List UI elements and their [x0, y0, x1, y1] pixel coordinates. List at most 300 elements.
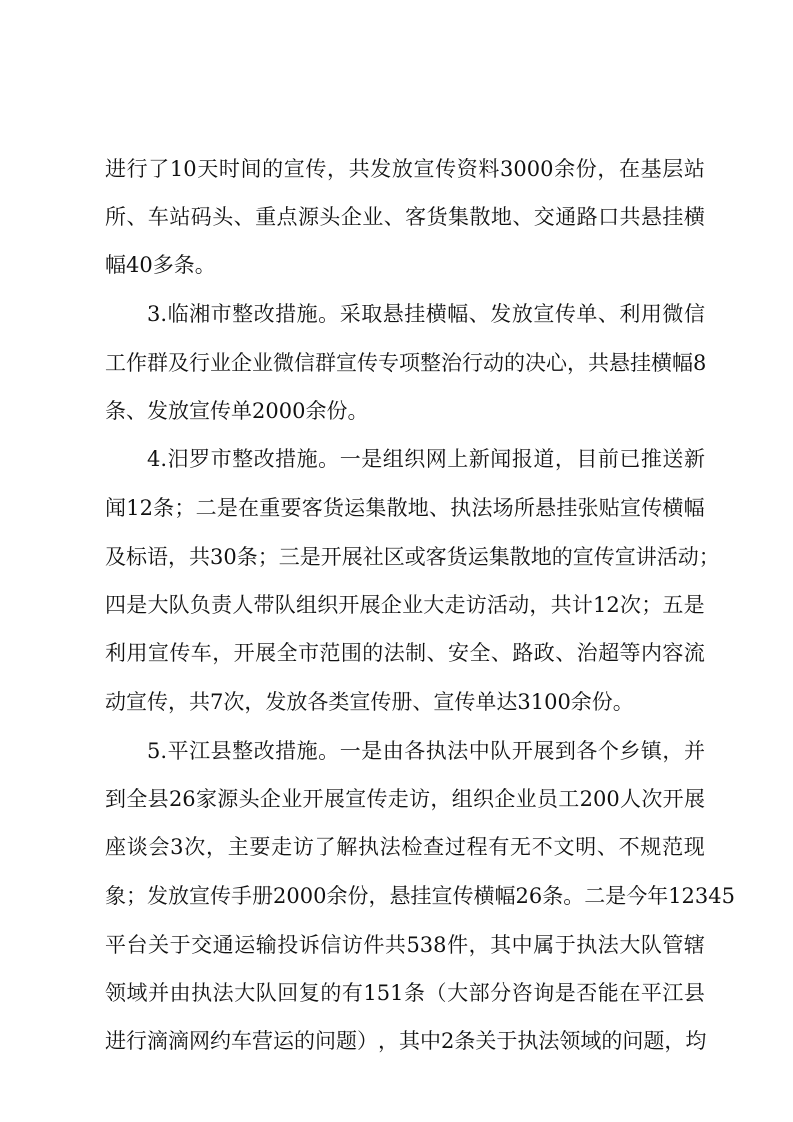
glyph: 措: [275, 302, 297, 326]
glyph: 语: [147, 545, 168, 569]
glyph: 由: [382, 739, 404, 763]
glyph: 料: [478, 157, 500, 181]
glyph: ，: [529, 593, 551, 617]
glyph: 信: [320, 933, 342, 957]
glyph: 到: [105, 787, 126, 811]
glyph: 施: [296, 447, 318, 471]
glyph: 份: [347, 884, 369, 908]
glyph: 执: [576, 933, 598, 957]
glyph: 湘: [189, 302, 211, 326]
glyph: ；: [698, 545, 720, 569]
glyph: 不: [531, 835, 553, 859]
glyph: 传: [593, 545, 615, 569]
glyph: 二: [195, 496, 217, 520]
glyph: 信: [683, 302, 705, 326]
glyph: 平: [105, 933, 126, 957]
glyph: 册: [252, 884, 273, 908]
glyph: 码: [190, 205, 212, 229]
glyph: 开: [302, 787, 324, 811]
glyph: 手: [231, 884, 252, 908]
glyph: 织: [473, 787, 495, 811]
glyph: 客: [301, 496, 323, 520]
glyph: 横: [425, 302, 447, 326]
glyph: 站: [169, 205, 191, 229]
glyph: 询: [533, 981, 555, 1005]
glyph: 展: [323, 787, 345, 811]
glyph: 集: [488, 545, 510, 569]
glyph: 横: [651, 351, 672, 375]
glyph: 了: [148, 157, 170, 181]
glyph: 等: [619, 641, 641, 665]
glyph: 平: [167, 739, 189, 763]
glyph: 、: [490, 641, 512, 665]
glyph: 组: [382, 447, 404, 471]
paragraph-heading-line: [147, 446, 705, 472]
glyph: 组: [295, 593, 317, 617]
glyph: 全: [469, 641, 491, 665]
glyph: 传: [554, 302, 576, 326]
glyph: 头: [212, 205, 234, 229]
text-line: [105, 932, 705, 958]
glyph: 一: [339, 739, 361, 763]
glyph: 横: [683, 205, 705, 229]
glyph: 各: [576, 739, 598, 763]
glyph: 中: [420, 1029, 441, 1053]
glyph: 传: [305, 157, 327, 181]
glyph: 新: [468, 447, 490, 471]
glyph: 会: [148, 835, 170, 859]
glyph: 3000: [499, 157, 554, 181]
glyph: 改: [253, 447, 275, 471]
glyph: 无: [510, 835, 532, 859]
glyph: 大: [619, 933, 641, 957]
glyph: 大: [234, 981, 256, 1005]
glyph: 宣: [431, 884, 453, 908]
glyph: 放: [391, 157, 413, 181]
glyph: 源: [297, 205, 319, 229]
glyph: 有: [341, 981, 363, 1005]
glyph: 关: [148, 933, 170, 957]
glyph: 织: [404, 447, 426, 471]
glyph: 队: [168, 593, 190, 617]
glyph: 全: [276, 641, 298, 665]
glyph: 传: [435, 157, 457, 181]
text-line: 条、发放宣传单2000余份。: [105, 399, 369, 423]
glyph: 部: [468, 981, 490, 1005]
glyph: 散: [509, 545, 531, 569]
glyph: 工: [105, 351, 126, 375]
glyph: 站: [683, 157, 705, 181]
glyph: 、: [233, 205, 255, 229]
glyph: 利: [619, 302, 641, 326]
glyph: 政: [533, 641, 555, 665]
glyph: 行: [126, 1029, 147, 1053]
glyph: 领: [105, 981, 126, 1005]
glyph: 的: [504, 351, 525, 375]
glyph: 安: [448, 641, 469, 665]
glyph: ，: [368, 884, 390, 908]
glyph: 大: [423, 593, 445, 617]
glyph: 于: [496, 1029, 518, 1053]
glyph: 项: [399, 351, 420, 375]
glyph: 关: [475, 1029, 497, 1053]
glyph: 于: [554, 933, 576, 957]
glyph: ；: [126, 884, 147, 908]
glyph: 挂: [662, 205, 684, 229]
glyph: 大: [447, 981, 469, 1005]
text-line: [105, 495, 705, 521]
glyph: 内: [640, 641, 662, 665]
glyph: 天: [197, 157, 219, 181]
glyph: 开: [511, 739, 533, 763]
glyph: 、: [383, 205, 405, 229]
glyph: 重: [255, 205, 277, 229]
glyph: 座: [105, 835, 126, 859]
glyph: 决: [525, 351, 546, 375]
glyph: 放: [511, 302, 533, 326]
glyph: 企: [340, 205, 362, 229]
glyph: 道: [533, 447, 555, 471]
glyph: 主: [227, 835, 249, 859]
glyph: 整: [232, 302, 254, 326]
glyph: 幅: [447, 302, 469, 326]
glyph: 点: [276, 205, 298, 229]
glyph: 源: [217, 787, 239, 811]
glyph: 条: [236, 545, 258, 569]
glyph: 的: [262, 157, 284, 181]
glyph: 治: [441, 351, 462, 375]
glyph: 散: [469, 205, 491, 229]
glyph: 散: [386, 496, 408, 520]
glyph: 宣: [572, 545, 594, 569]
glyph: 交: [191, 933, 213, 957]
glyph: 汨: [167, 447, 189, 471]
glyph: 队: [490, 739, 512, 763]
glyph: 的: [294, 1029, 315, 1053]
glyph: 个: [597, 739, 619, 763]
glyph: 其: [490, 933, 512, 957]
glyph: 挂: [630, 351, 651, 375]
glyph: 。: [563, 884, 585, 908]
glyph: 一: [339, 447, 361, 471]
glyph: 运: [234, 933, 256, 957]
glyph: 今: [626, 884, 648, 908]
glyph: 织: [317, 593, 339, 617]
glyph: ，: [168, 545, 189, 569]
glyph: 、: [597, 302, 619, 326]
glyph: 传: [366, 787, 388, 811]
glyph: 问: [315, 1029, 336, 1053]
glyph: 是: [299, 545, 321, 569]
glyph: 业: [515, 787, 537, 811]
glyph: 平: [640, 981, 662, 1005]
glyph: 市: [210, 447, 232, 471]
glyph: 开: [338, 593, 360, 617]
glyph: 文: [553, 835, 575, 859]
glyph: 江: [662, 981, 684, 1005]
glyph: 4.: [147, 447, 168, 471]
glyph: 用: [126, 641, 148, 665]
glyph: 社: [362, 545, 384, 569]
glyph: 、: [596, 835, 618, 859]
text-line: [105, 834, 705, 860]
glyph: 滴: [168, 1029, 189, 1053]
glyph: 5.: [147, 739, 168, 763]
text-line: 动宣传，共7次，发放各类宣传册、宣传单达3100余份。: [105, 690, 634, 714]
glyph: 共: [588, 351, 609, 375]
glyph: 8: [693, 351, 707, 375]
glyph: 业: [210, 351, 231, 375]
glyph: 挂: [404, 302, 426, 326]
text-line: [105, 883, 735, 909]
glyph: 题: [643, 1029, 665, 1053]
glyph: 口: [598, 205, 620, 229]
glyph: 、: [126, 205, 148, 229]
glyph: 新: [683, 447, 705, 471]
glyph: 展: [683, 787, 705, 811]
glyph: 整: [420, 351, 441, 375]
glyph: 台: [126, 933, 148, 957]
glyph: 12: [593, 593, 620, 617]
glyph: 地: [407, 496, 429, 520]
glyph: 贴: [598, 496, 620, 520]
glyph: 营: [252, 1029, 273, 1053]
glyph: 施: [296, 302, 318, 326]
glyph: 计: [571, 593, 593, 617]
glyph: 条: [404, 981, 425, 1005]
text-line: [105, 204, 705, 230]
glyph: 集: [448, 205, 469, 229]
glyph: 中: [468, 739, 490, 763]
glyph: 已: [619, 447, 641, 471]
glyph: ，: [554, 447, 576, 471]
glyph: 市: [210, 302, 232, 326]
glyph: 200: [579, 787, 620, 811]
glyph: 26: [515, 884, 543, 908]
glyph: 间: [240, 157, 262, 181]
glyph: 取: [361, 302, 383, 326]
glyph: （: [425, 981, 447, 1005]
text-line: [105, 640, 705, 666]
glyph: 所: [105, 205, 126, 229]
glyph: 到: [554, 739, 576, 763]
glyph: 队: [255, 981, 277, 1005]
glyph: 宣: [283, 157, 305, 181]
glyph: 通: [212, 933, 234, 957]
glyph: 域: [580, 1029, 602, 1053]
glyph: 市: [297, 641, 319, 665]
glyph: 客: [425, 545, 447, 569]
glyph: 传: [210, 884, 231, 908]
glyph: 四: [105, 593, 126, 617]
glyph: 悬: [640, 205, 662, 229]
glyph: 幅: [672, 351, 693, 375]
glyph: 条: [542, 884, 564, 908]
glyph: 路: [576, 205, 598, 229]
glyph: 份: [575, 157, 597, 181]
glyph: 围: [340, 641, 362, 665]
glyph: 是: [605, 884, 627, 908]
glyph: 群: [315, 351, 336, 375]
glyph: 。: [318, 739, 340, 763]
glyph: 其: [399, 1029, 420, 1053]
glyph: 负: [189, 593, 211, 617]
glyph: 员: [536, 787, 558, 811]
glyph: 走: [444, 593, 466, 617]
glyph: 程: [466, 835, 488, 859]
glyph: 传: [169, 641, 191, 665]
glyph: 滴: [147, 1029, 168, 1053]
glyph: 基: [640, 157, 662, 181]
glyph: 地: [530, 545, 552, 569]
glyph: 件: [363, 933, 385, 957]
glyph: 12: [126, 496, 153, 520]
glyph: 538: [406, 933, 447, 957]
glyph: 12345: [668, 884, 735, 908]
glyph: ；: [641, 593, 663, 617]
glyph: 执: [191, 981, 213, 1005]
glyph: 、: [512, 205, 534, 229]
glyph: 在: [618, 157, 640, 181]
glyph: 共: [619, 205, 641, 229]
glyph: 在: [619, 981, 641, 1005]
glyph: 共: [189, 545, 210, 569]
glyph: 各: [404, 739, 426, 763]
glyph: 资: [456, 157, 478, 181]
glyph: 悬: [382, 302, 404, 326]
glyph: ，: [430, 787, 452, 811]
glyph: 场: [492, 496, 514, 520]
glyph: 张: [577, 496, 599, 520]
glyph: 责: [211, 593, 233, 617]
glyph: 动: [508, 593, 530, 617]
glyph: 的: [601, 1029, 623, 1053]
glyph: 发: [147, 884, 168, 908]
glyph: 运: [273, 1029, 294, 1053]
glyph: 临: [167, 302, 189, 326]
glyph: 悬: [389, 884, 411, 908]
glyph: 标: [126, 545, 147, 569]
glyph: 法: [597, 933, 619, 957]
glyph: 发: [370, 157, 392, 181]
text-line: [105, 786, 705, 812]
glyph: 传: [357, 351, 378, 375]
glyph: 、: [429, 496, 451, 520]
glyph: 、: [426, 641, 448, 665]
glyph: 在: [238, 496, 260, 520]
glyph: 及: [105, 545, 126, 569]
glyph: 进: [105, 1029, 126, 1053]
glyph: 传: [452, 884, 474, 908]
glyph: 由: [169, 981, 191, 1005]
glyph: 横: [473, 884, 495, 908]
glyph: 发: [490, 302, 512, 326]
glyph: 江: [189, 739, 211, 763]
glyph: 企: [231, 351, 252, 375]
glyph: 企: [494, 787, 516, 811]
glyph: 施: [296, 739, 318, 763]
glyph: 运: [467, 545, 489, 569]
glyph: 投: [277, 933, 299, 957]
glyph: ；: [174, 496, 196, 520]
glyph: ，: [597, 157, 619, 181]
glyph: 及: [168, 351, 189, 375]
glyph: 能: [597, 981, 619, 1005]
glyph: 的: [320, 981, 342, 1005]
glyph: 了: [314, 835, 336, 859]
glyph: 有: [488, 835, 510, 859]
glyph: 信: [294, 351, 315, 375]
glyph: 走: [271, 835, 293, 859]
glyph: 件: [447, 933, 469, 957]
paragraph-heading-line: [147, 738, 705, 764]
glyph: 群: [147, 351, 168, 375]
glyph: 镇: [640, 739, 662, 763]
glyph: 问: [622, 1029, 644, 1053]
glyph: 人: [620, 787, 642, 811]
glyph: 宣: [413, 157, 435, 181]
glyph: 业: [281, 787, 303, 811]
glyph: 宣: [189, 884, 210, 908]
text-line: [105, 980, 705, 1006]
glyph: 余: [326, 884, 348, 908]
glyph: 所: [513, 496, 535, 520]
glyph: 宣: [147, 641, 169, 665]
glyph: 走: [387, 787, 409, 811]
glyph: 范: [319, 641, 341, 665]
glyph: 是: [554, 981, 576, 1005]
glyph: 中: [511, 933, 533, 957]
glyph: 带: [253, 593, 275, 617]
glyph: 三: [278, 545, 300, 569]
glyph: 讲: [635, 545, 657, 569]
glyph: 明: [575, 835, 597, 859]
glyph: 访: [465, 593, 487, 617]
text-line: [105, 156, 705, 182]
glyph: 题: [336, 1029, 357, 1053]
glyph: 访: [292, 835, 314, 859]
glyph: 利: [105, 641, 126, 665]
glyph: 宣: [345, 787, 367, 811]
glyph: 行: [462, 351, 483, 375]
glyph: 现: [683, 835, 705, 859]
glyph: 幅: [494, 884, 516, 908]
glyph: 宣: [614, 545, 636, 569]
glyph: 上: [447, 447, 469, 471]
glyph: 行: [126, 157, 148, 181]
glyph: 业: [402, 593, 424, 617]
glyph: 访: [409, 787, 431, 811]
glyph: 企: [380, 593, 402, 617]
glyph: 整: [232, 447, 254, 471]
glyph: 通: [555, 205, 577, 229]
glyph: 次: [641, 787, 663, 811]
glyph: 货: [322, 496, 344, 520]
glyph: 心: [546, 351, 567, 375]
glyph: 传: [641, 496, 663, 520]
glyph: 辖: [683, 933, 705, 957]
glyph: 法: [538, 1029, 560, 1053]
glyph: 开: [320, 545, 342, 569]
glyph: 货: [446, 545, 468, 569]
glyph: 是: [126, 593, 148, 617]
glyph: 货: [426, 205, 448, 229]
glyph: ，: [326, 157, 348, 181]
paragraph-heading-line: [147, 301, 705, 327]
glyph: 流: [683, 641, 705, 665]
glyph: 过: [444, 835, 466, 859]
glyph: 县: [147, 787, 169, 811]
